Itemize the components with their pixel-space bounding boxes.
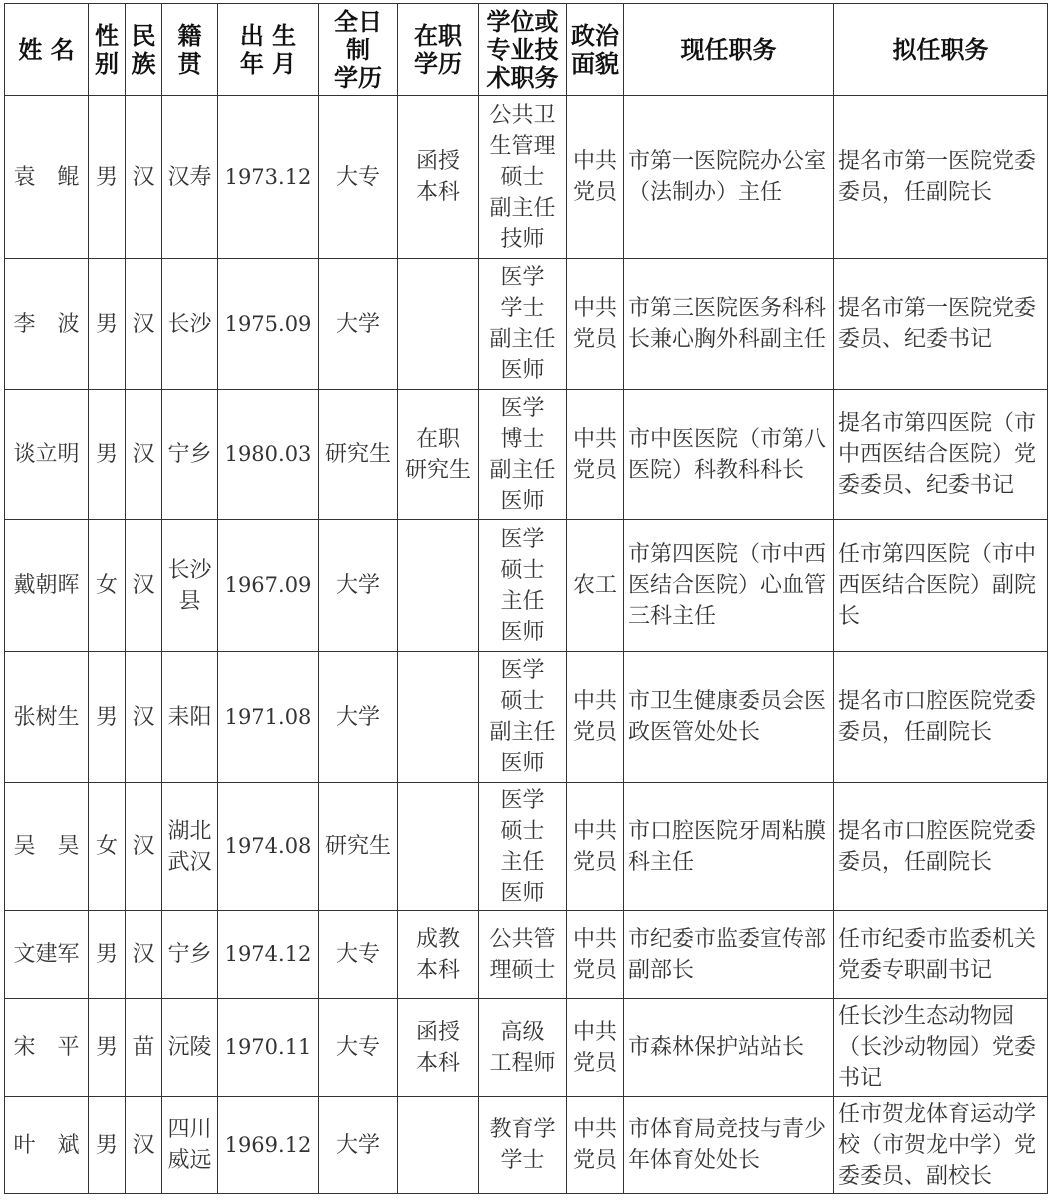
- col-inservice-edu: 在职 学历: [398, 4, 479, 96]
- cell-ethnic: 苗: [126, 999, 162, 1097]
- table-row: [5, 1097, 1048, 1194]
- cell-degree: 高级 工程师: [479, 999, 567, 1097]
- cell-current-post: 市第四医院（市中西医结合医院）心血管三科主任: [624, 520, 834, 652]
- cell-proposed-post: 提名市第一医院党委委员、纪委书记: [834, 259, 1048, 390]
- cell-inservice-edu: [398, 783, 479, 911]
- cell-birth: 1975.09: [218, 259, 319, 390]
- cell-fulltime-edu: 大专: [319, 999, 398, 1097]
- cell-fulltime-edu: 大学: [319, 652, 398, 783]
- cell-political: 中共 党员: [567, 783, 624, 911]
- cell-proposed-post: 任市贺龙体育运动学校（市贺龙中学）党委委员、副校长: [834, 1097, 1048, 1194]
- cell-proposed-post: 任市纪委市监委机关党委专职副书记: [834, 911, 1048, 999]
- cell-ethnic: 汉: [126, 783, 162, 911]
- cell-proposed-post: 提名市第一医院党委委员，任副院长: [834, 96, 1048, 259]
- cell-fulltime-edu: 大专: [319, 96, 398, 259]
- cell-native: 宁乡: [162, 390, 218, 520]
- cell-ethnic: 汉: [126, 390, 162, 520]
- cell-degree: 医学 学士 副主任 医师: [479, 259, 567, 390]
- cell-birth: 1980.03: [218, 390, 319, 520]
- cell-fulltime-edu: 大学: [319, 259, 398, 390]
- cell-current-post: 市口腔医院牙周粘膜科主任: [624, 783, 834, 911]
- cell-name: 文建军: [5, 911, 89, 999]
- cell-name: 李 波: [5, 259, 89, 390]
- cell-gender: 男: [89, 911, 126, 999]
- cell-native: 宁乡: [162, 911, 218, 999]
- cell-name: 张树生: [5, 652, 89, 783]
- cell-birth: 1969.12: [218, 1097, 319, 1194]
- cell-fulltime-edu: 大学: [319, 1097, 398, 1194]
- cell-political: 农工: [567, 520, 624, 652]
- col-native: 籍贯: [162, 4, 218, 96]
- cell-political: 中共 党员: [567, 911, 624, 999]
- cell-inservice-edu: 成教 本科: [398, 911, 479, 999]
- cell-ethnic: 汉: [126, 259, 162, 390]
- col-political: 政治 面貌: [567, 4, 624, 96]
- cell-gender: 男: [89, 259, 126, 390]
- cell-birth: 1974.12: [218, 911, 319, 999]
- cell-birth: 1967.09: [218, 520, 319, 652]
- table-row: [5, 390, 1048, 520]
- cell-name: 吴 昊: [5, 783, 89, 911]
- cell-native: 长沙 县: [162, 520, 218, 652]
- cell-native: 四川 威远: [162, 1097, 218, 1194]
- cell-ethnic: 汉: [126, 652, 162, 783]
- cell-native: 汉寿: [162, 96, 218, 259]
- cell-degree: 公共管 理硕士: [479, 911, 567, 999]
- cell-inservice-edu: 函授 本科: [398, 96, 479, 259]
- cell-gender: 男: [89, 390, 126, 520]
- col-birth: 出 生 年 月: [218, 4, 319, 96]
- header-row: [5, 4, 1048, 96]
- cell-political: 中共 党员: [567, 96, 624, 259]
- cell-political: 中共 党员: [567, 259, 624, 390]
- cell-gender: 男: [89, 652, 126, 783]
- table-row: [5, 783, 1048, 911]
- cell-proposed-post: 提名市口腔医院党委委员，任副院长: [834, 783, 1048, 911]
- cell-gender: 女: [89, 520, 126, 652]
- cell-current-post: 市中医医院（市第八医院）科教科科长: [624, 390, 834, 520]
- cell-political: 中共 党员: [567, 999, 624, 1097]
- cell-name: 谈立明: [5, 390, 89, 520]
- cell-proposed-post: 任长沙生态动物园（长沙动物园）党委书记: [834, 999, 1048, 1097]
- cell-gender: 女: [89, 783, 126, 911]
- cell-birth: 1973.12: [218, 96, 319, 259]
- cell-ethnic: 汉: [126, 911, 162, 999]
- cell-current-post: 市第一医院院办公室（法制办）主任: [624, 96, 834, 259]
- table-row: [5, 911, 1048, 999]
- cell-degree: 医学 硕士 主任 医师: [479, 783, 567, 911]
- cell-birth: 1971.08: [218, 652, 319, 783]
- cell-current-post: 市森林保护站站长: [624, 999, 834, 1097]
- col-fulltime-edu: 全日制 学历: [319, 4, 398, 96]
- col-name: 姓 名: [5, 4, 89, 96]
- cell-proposed-post: 提名市口腔医院党委委员，任副院长: [834, 652, 1048, 783]
- col-current-post: 现任职务: [624, 4, 834, 96]
- cell-proposed-post: 提名市第四医院（市中西医结合医院）党委委员、纪委书记: [834, 390, 1048, 520]
- cell-ethnic: 汉: [126, 520, 162, 652]
- cell-degree: 医学 博士 副主任 医师: [479, 390, 567, 520]
- cell-degree: 公共卫 生管理 硕士 副主任 技师: [479, 96, 567, 259]
- cell-fulltime-edu: 大专: [319, 911, 398, 999]
- col-ethnic: 民 族: [126, 4, 162, 96]
- cell-inservice-edu: [398, 259, 479, 390]
- cell-name: 袁 鲲: [5, 96, 89, 259]
- table-row: [5, 520, 1048, 652]
- cell-current-post: 市第三医院医务科科长兼心胸外科副主任: [624, 259, 834, 390]
- col-gender: 性 别: [89, 4, 126, 96]
- cell-native: 湖北 武汉: [162, 783, 218, 911]
- cell-gender: 男: [89, 96, 126, 259]
- col-degree: 学位或 专业技 术职务: [479, 4, 567, 96]
- cell-name: 宋 平: [5, 999, 89, 1097]
- table-row: [5, 96, 1048, 259]
- cell-name: 戴朝晖: [5, 520, 89, 652]
- cell-current-post: 市卫生健康委员会医政医管处处长: [624, 652, 834, 783]
- cell-fulltime-edu: 研究生: [319, 390, 398, 520]
- cell-birth: 1974.08: [218, 783, 319, 911]
- cell-ethnic: 汉: [126, 1097, 162, 1194]
- cell-inservice-edu: [398, 652, 479, 783]
- cell-current-post: 市体育局竞技与青少年体育处处长: [624, 1097, 834, 1194]
- cell-birth: 1970.11: [218, 999, 319, 1097]
- table-row: [5, 259, 1048, 390]
- cell-inservice-edu: 在职 研究生: [398, 390, 479, 520]
- cell-current-post: 市纪委市监委宣传部副部长: [624, 911, 834, 999]
- cell-inservice-edu: 函授 本科: [398, 999, 479, 1097]
- cell-inservice-edu: [398, 520, 479, 652]
- cell-native: 沅陵: [162, 999, 218, 1097]
- cell-degree: 教育学 学士: [479, 1097, 567, 1194]
- cadre-table: [4, 3, 1048, 1194]
- cell-inservice-edu: [398, 1097, 479, 1194]
- cell-ethnic: 汉: [126, 96, 162, 259]
- cell-gender: 男: [89, 999, 126, 1097]
- cell-native: 耒阳: [162, 652, 218, 783]
- cell-political: 中共 党员: [567, 652, 624, 783]
- cell-gender: 男: [89, 1097, 126, 1194]
- cell-name: 叶 斌: [5, 1097, 89, 1194]
- cell-native: 长沙: [162, 259, 218, 390]
- cell-degree: 医学 硕士 副主任 医师: [479, 652, 567, 783]
- table-row: [5, 652, 1048, 783]
- cell-political: 中共 党员: [567, 1097, 624, 1194]
- table-row: [5, 999, 1048, 1097]
- cell-proposed-post: 任市第四医院（市中西医结合医院）副院长: [834, 520, 1048, 652]
- cell-political: 中共 党员: [567, 390, 624, 520]
- col-proposed-post: 拟任职务: [834, 4, 1048, 96]
- cell-fulltime-edu: 研究生: [319, 783, 398, 911]
- cell-fulltime-edu: 大学: [319, 520, 398, 652]
- cell-degree: 医学 硕士 主任 医师: [479, 520, 567, 652]
